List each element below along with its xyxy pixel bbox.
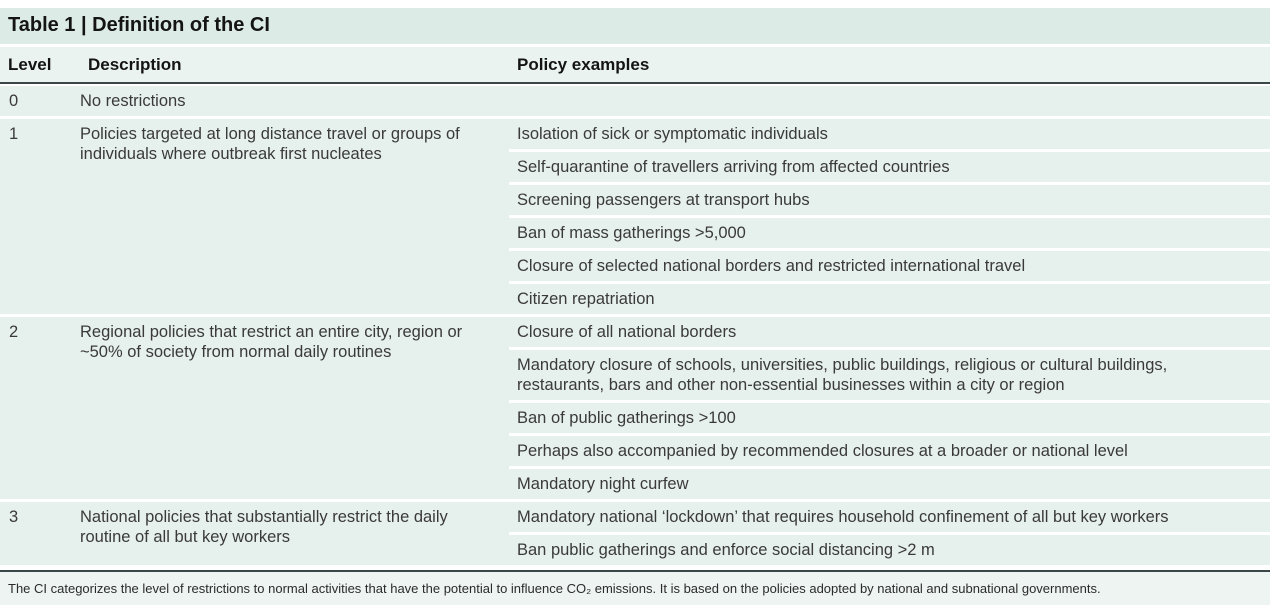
level-cell: 0 bbox=[0, 86, 80, 116]
policy-examples-cell bbox=[509, 86, 1270, 116]
paper-table bbox=[0, 8, 1270, 605]
column-header-description: Description bbox=[88, 55, 182, 74]
table-title: Table 1 | Definition of the CI bbox=[0, 8, 1270, 44]
table-row-level-1 bbox=[0, 119, 1270, 314]
policy-example: Isolation of sick or symptomatic individuals bbox=[509, 119, 1270, 149]
policy-example: Perhaps also accompanied by recommended closures at a broader or national level bbox=[509, 436, 1270, 466]
policy-example: Citizen repatriation bbox=[509, 284, 1270, 314]
column-header-level: Level bbox=[8, 55, 52, 74]
table-row-level-0 bbox=[0, 86, 1270, 116]
policy-example: Mandatory closure of schools, universities, public buildings, religious or cultural buildings, restaurants, bars and other non-essential businesses within a city or region bbox=[509, 350, 1270, 400]
table-footnote: The CI categorizes the level of restrictions to normal activities that have the potential to influence CO₂ emissions. It is based on the policies adopted by national and subnational governments. bbox=[0, 570, 1270, 605]
description-cell: National policies that substantially restrict the daily routine of all but key workers bbox=[80, 502, 509, 565]
policy-example: Closure of all national borders bbox=[509, 317, 1270, 347]
level-cell: 3 bbox=[0, 502, 80, 565]
policy-example: Ban of public gatherings >100 bbox=[509, 403, 1270, 433]
policy-example: Mandatory night curfew bbox=[509, 469, 1270, 499]
description-cell: No restrictions bbox=[80, 86, 509, 116]
level-cell: 1 bbox=[0, 119, 80, 314]
policy-example: Self-quarantine of travellers arriving from affected countries bbox=[509, 152, 1270, 182]
policy-examples-cell bbox=[509, 317, 1270, 499]
policy-example: Closure of selected national borders and restricted international travel bbox=[509, 251, 1270, 281]
level-cell: 2 bbox=[0, 317, 80, 499]
table-row-level-2 bbox=[0, 317, 1270, 499]
policy-examples-cell bbox=[509, 119, 1270, 314]
table-header-row bbox=[0, 47, 1270, 84]
table-row-level-3 bbox=[0, 502, 1270, 565]
policy-example: Ban of mass gatherings >5,000 bbox=[509, 218, 1270, 248]
policy-example: Screening passengers at transport hubs bbox=[509, 185, 1270, 215]
description-cell: Policies targeted at long distance travel or groups of individuals where outbreak first nucleates bbox=[80, 119, 509, 314]
column-header-policy-examples: Policy examples bbox=[517, 55, 650, 74]
policy-example: Ban public gatherings and enforce social distancing >2 m bbox=[509, 535, 1270, 565]
policy-examples-cell bbox=[509, 502, 1270, 565]
description-cell: Regional policies that restrict an entire city, region or ~50% of society from normal daily routines bbox=[80, 317, 509, 499]
policy-example: Mandatory national ‘lockdown’ that requires household confinement of all but key workers bbox=[509, 502, 1270, 532]
